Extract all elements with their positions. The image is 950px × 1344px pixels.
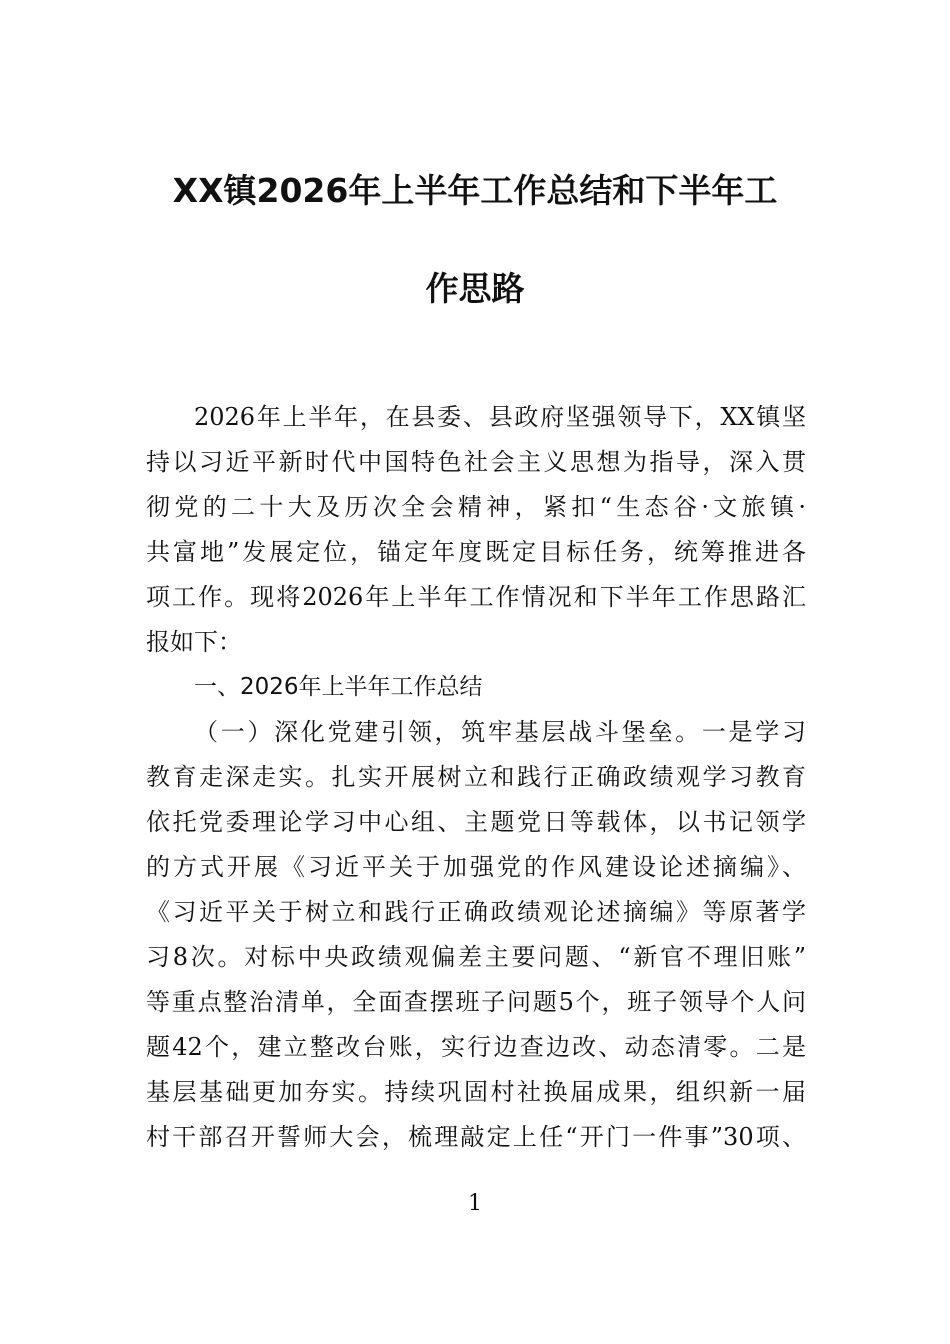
body-line: 依托党委理论学习中心组、主题党日等载体，以书记领学 bbox=[146, 808, 806, 836]
document-title-line-1: XX镇2026年上半年工作总结和下半年工 bbox=[172, 171, 778, 210]
body-line: 等重点整治清单，全面查摆班子问题5个，班子领导个人问 bbox=[146, 988, 806, 1016]
body-line: 习8次。对标中央政绩观偏差主要问题、“新官不理旧账” bbox=[146, 943, 806, 971]
intro-line: 共富地”发展定位，锚定年度既定目标任务，统筹推进各 bbox=[146, 538, 806, 566]
body-line: 基层基础更加夯实。持续巩固村社换届成果，组织新一届 bbox=[146, 1078, 806, 1106]
intro-line: 彻党的二十大及历次全会精神，紧扣“生态谷·文旅镇· bbox=[146, 493, 806, 521]
body-line: 题42个，建立整改台账，实行边查边改、动态清零。二是 bbox=[146, 1033, 806, 1061]
intro-line: 报如下： bbox=[146, 628, 242, 656]
intro-line: 项工作。现将2026年上半年工作情况和下半年工作思路汇 bbox=[146, 583, 806, 611]
document-title-line-2: 作思路 bbox=[425, 269, 525, 308]
body-line: 《习近平关于树立和践行正确政绩观论述摘编》等原著学 bbox=[146, 898, 806, 926]
body-line: 的方式开展《习近平关于加强党的作风建设论述摘编》、 bbox=[146, 853, 806, 881]
body-line: （一）深化党建引领，筑牢基层战斗堡垒。一是学习 bbox=[194, 718, 806, 746]
body-line: 教育走深走实。扎实开展树立和践行正确政绩观学习教育 bbox=[146, 763, 806, 791]
page-number: 1 bbox=[468, 1191, 482, 1216]
intro-line: 持以习近平新时代中国特色社会主义思想为指导，深入贯 bbox=[146, 448, 806, 476]
body-line: 村干部召开誓师大会，梳理敲定上任“开门一件事”30项、 bbox=[146, 1123, 806, 1151]
section-heading: 一、2026年上半年工作总结 bbox=[194, 674, 483, 700]
intro-line: 2026年上半年，在县委、县政府坚强领导下，XX镇坚 bbox=[194, 403, 806, 431]
